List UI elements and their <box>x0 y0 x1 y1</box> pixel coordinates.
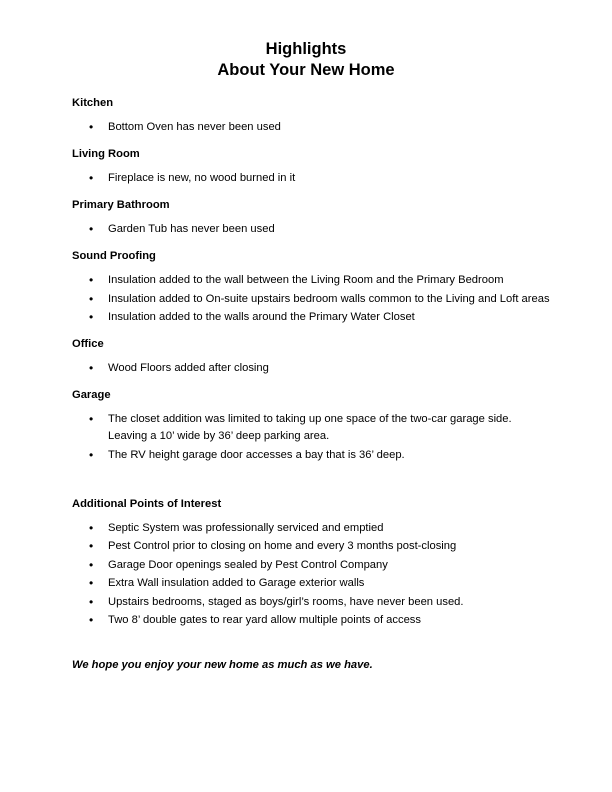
bullet-list <box>72 520 552 630</box>
list-item: • Septic System was professionally serviced and emptied <box>72 520 552 537</box>
section-heading: Kitchen <box>72 97 114 109</box>
list-item: • Upstairs bedrooms, staged as boys/girl’s rooms, have never been used. <box>72 594 552 611</box>
section-sound-proofing <box>72 249 552 326</box>
section-heading: Office <box>72 338 104 350</box>
section-heading: Primary Bathroom <box>72 199 170 211</box>
list-item: • Garden Tub has never been used <box>72 221 552 238</box>
list-item: • Insulation added to the walls around the Primary Water Closet <box>72 309 552 326</box>
bullet-list <box>72 360 552 377</box>
list-item: • Insulation added to the wall between the Living Room and the Primary Bedroom <box>72 272 552 289</box>
section-spacer <box>72 475 552 497</box>
section-heading: Sound Proofing <box>72 250 156 262</box>
bullet-list <box>72 411 552 464</box>
list-item: • Wood Floors added after closing <box>72 360 552 377</box>
list-item: • Bottom Oven has never been used <box>72 119 552 136</box>
section-primary-bathroom <box>72 198 552 238</box>
list-item: • Extra Wall insulation added to Garage exterior walls <box>72 575 552 592</box>
document-title <box>60 39 552 81</box>
bullet-list <box>72 221 552 238</box>
list-item: • Fireplace is new, no wood burned in it <box>72 170 552 187</box>
section-garage <box>72 388 552 464</box>
list-item: • The RV height garage door accesses a bay that is 36’ deep. <box>72 447 552 464</box>
section-living-room <box>72 147 552 187</box>
section-office <box>72 337 552 377</box>
section-additional-points <box>72 497 552 630</box>
section-heading: Additional Points of Interest <box>72 497 222 510</box>
list-item: • Pest Control prior to closing on home and every 3 months post-closing <box>72 538 552 555</box>
bullet-list <box>72 170 552 187</box>
list-item: • The closet addition was limited to taking up one space of the two-car garage side. Leaving a 10’ wide by 36’ deep parking area. <box>72 411 552 445</box>
bullet-list <box>72 119 552 136</box>
section-kitchen <box>72 96 552 136</box>
title-line-1: Highlights <box>265 40 347 58</box>
section-heading: Living Room <box>72 148 140 160</box>
section-heading: Garage <box>72 389 111 401</box>
list-item: • Insulation added to On-suite upstairs bedroom walls common to the Living and Loft areas <box>72 291 552 308</box>
bullet-list <box>72 272 552 326</box>
closing-statement: We hope you enjoy your new home as much as we have. <box>72 659 373 671</box>
title-line-2: About Your New Home <box>217 61 395 79</box>
list-item: • Two 8’ double gates to rear yard allow multiple points of access <box>72 612 552 629</box>
list-item: • Garage Door openings sealed by Pest Control Company <box>72 557 552 574</box>
